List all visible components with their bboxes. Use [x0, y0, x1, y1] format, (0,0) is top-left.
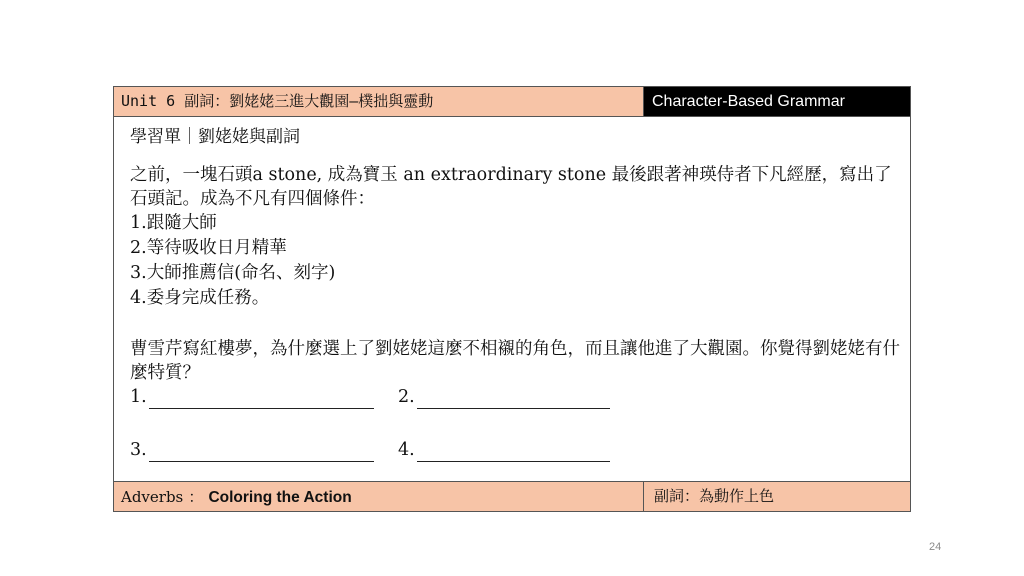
course-tag: Character-Based Grammar — [644, 87, 910, 116]
answer-number: 3. — [130, 440, 147, 460]
answer-blank-3[interactable] — [130, 438, 398, 462]
footer-chinese: 副詞：為動作上色 — [654, 487, 775, 505]
footer-word: Adverbs — [121, 488, 184, 506]
answer-blank-4[interactable] — [398, 438, 610, 462]
answer-number: 4. — [398, 440, 415, 460]
footer-separator: ： — [188, 488, 204, 506]
answer-line — [417, 445, 610, 462]
card-header — [114, 87, 910, 117]
list-item: 4.委身完成任務。 — [130, 288, 270, 308]
footer-phrase: Coloring the Action — [208, 489, 352, 506]
answer-line — [149, 392, 374, 409]
answer-row-1 — [130, 385, 900, 409]
worksheet-body — [130, 125, 900, 462]
intro-paragraph: 之前，一塊石頭a stone, 成為寶玉 an extraordinary stone 最後跟著神瑛侍者下凡經歷，寫出了石頭記。成為不凡有四個條件： — [130, 165, 892, 209]
list-item: 2.等待吸收日月精華 — [130, 238, 287, 258]
worksheet-card — [113, 86, 911, 512]
question-paragraph: 曹雪芹寫紅樓夢，為什麼選上了劉姥姥這麼不相襯的角色，而且讓他進了大觀園。你覺得劉姥姥有什麼特質？ — [130, 339, 900, 383]
list-item: 1.跟隨大師 — [130, 213, 217, 233]
unit-title: Unit 6 副詞：劉姥姥三進大觀園—樸拙與靈動 — [114, 87, 644, 116]
footer-english — [114, 482, 644, 511]
worksheet-subtitle: 學習單｜劉姥姥與副詞 — [130, 127, 300, 147]
answer-number: 2. — [398, 387, 415, 407]
conditions-list — [130, 211, 900, 311]
answer-line — [417, 392, 610, 409]
list-item: 3.大師推薦信(命名、刻字) — [130, 263, 336, 283]
answer-blank-1[interactable] — [130, 385, 398, 409]
answer-blank-2[interactable] — [398, 385, 610, 409]
card-footer — [114, 481, 910, 511]
answer-line — [149, 445, 374, 462]
page-number: 24 — [929, 541, 942, 553]
answer-row-2 — [130, 438, 900, 462]
answer-number: 1. — [130, 387, 147, 407]
